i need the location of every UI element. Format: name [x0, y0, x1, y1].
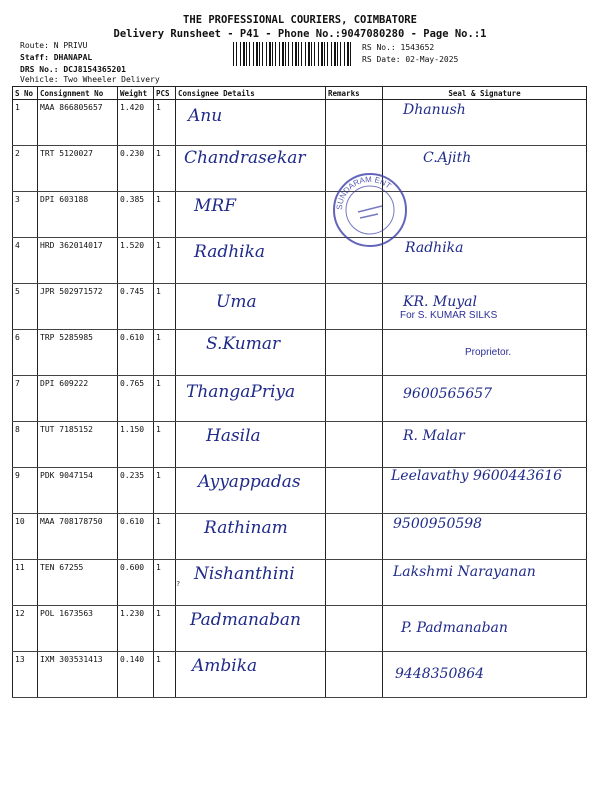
cell-weight: 1.420 [118, 100, 154, 146]
barcode-bar [288, 42, 289, 66]
col-weight: Weight [118, 87, 154, 100]
signature-handwriting: Radhika [405, 240, 464, 256]
cell-consignee [176, 100, 326, 146]
barcode-bar [334, 42, 336, 66]
barcode-bar [327, 42, 328, 66]
cell-consignment: TRP 5285985 [38, 330, 118, 376]
consignee-handwriting: ThangaPriya [186, 382, 296, 402]
cell-consignment: TEN 67255 [38, 560, 118, 606]
cell-pcs: 1 [154, 284, 176, 330]
cell-pcs: 1 [154, 330, 176, 376]
cell-consignment: DPI 609222 [38, 376, 118, 422]
signature-handwriting: KR. Muyal [403, 294, 477, 310]
consignee-handwriting: Padmanaban [190, 610, 301, 630]
cell-pcs: 1 [154, 606, 176, 652]
cell-weight: 0.745 [118, 284, 154, 330]
barcode-bar [262, 42, 263, 66]
signature-handwriting: 9500950598 [393, 516, 483, 532]
consignee-handwriting: Radhika [194, 242, 266, 262]
barcode-bar [350, 42, 351, 66]
vehicle-label: Vehicle: Two Wheeler Delivery [20, 75, 160, 84]
cell-consignment: JPR 502971572 [38, 284, 118, 330]
cell-remarks [326, 606, 383, 652]
cell-signature [383, 514, 587, 560]
barcode-bar [272, 42, 273, 66]
cell-weight: 0.230 [118, 146, 154, 192]
cell-weight: 0.385 [118, 192, 154, 238]
stamp-line1: For S. KUMAR SILKS [400, 310, 498, 321]
cell-pcs: 1 [154, 376, 176, 422]
barcode-bar [337, 42, 338, 66]
cell-consignment: DPI 603188 [38, 192, 118, 238]
cell-sno: 8 [13, 422, 38, 468]
consignee-handwriting: Rathinam [204, 518, 288, 538]
barcode-bar [344, 42, 345, 66]
cell-signature [383, 376, 587, 422]
cell-remarks [326, 514, 383, 560]
cell-consignee [176, 330, 326, 376]
cell-sno: 11 [13, 560, 38, 606]
cell-pcs: 1 [154, 192, 176, 238]
consignee-handwriting: Ambika [192, 656, 258, 676]
barcode-bar [298, 42, 299, 66]
table-row [13, 284, 587, 330]
cell-sno: 7 [13, 376, 38, 422]
barcode-bar [295, 42, 297, 66]
cell-signature [383, 192, 587, 238]
signature-handwriting: Lakshmi Narayanan [393, 564, 536, 580]
cell-signature [383, 560, 587, 606]
table-row [13, 422, 587, 468]
runsheet-subtitle: Delivery Runsheet - P41 - Phone No.:9047080280 - Page No.:1 [113, 28, 487, 40]
cell-consignee [176, 652, 326, 698]
barcode-bar [266, 42, 267, 66]
barcode-bar [340, 42, 341, 66]
cell-consignment: PDK 9047154 [38, 468, 118, 514]
cell-remarks [326, 468, 383, 514]
table-row [13, 100, 587, 146]
cell-consignee [176, 146, 326, 192]
cell-sno: 4 [13, 238, 38, 284]
table-row [13, 514, 587, 560]
cell-pcs: 1 [154, 652, 176, 698]
barcode-bar [324, 42, 325, 66]
cell-remarks [326, 652, 383, 698]
cell-signature [383, 146, 587, 192]
cell-consignee [176, 192, 326, 238]
cell-sno: 2 [13, 146, 38, 192]
table-row [13, 606, 587, 652]
cell-sno: 3 [13, 192, 38, 238]
barcode [233, 42, 353, 66]
drs-label: DRS No.: DCJ8154365201 [20, 65, 126, 74]
cell-sno: 5 [13, 284, 38, 330]
cell-pcs: 1 [154, 514, 176, 560]
barcode-bar [292, 42, 293, 66]
cell-consignee [176, 422, 326, 468]
consignee-handwriting: S.Kumar [206, 334, 281, 354]
barcode-bar [253, 42, 254, 66]
consignee-handwriting: MRF [194, 196, 237, 216]
cell-sno: 10 [13, 514, 38, 560]
cell-pcs: 1 [154, 238, 176, 284]
cell-consignment: IXM 303531413 [38, 652, 118, 698]
seal-text: SUNDARAM ENT [334, 174, 393, 211]
cell-weight: 0.610 [118, 330, 154, 376]
cell-signature [383, 238, 587, 284]
cell-consignee [176, 284, 326, 330]
table-row [13, 238, 587, 284]
consignee-handwriting: Nishanthini [194, 564, 295, 584]
cell-consignment: POL 1673563 [38, 606, 118, 652]
barcode-bar [321, 42, 323, 66]
cell-weight: 1.520 [118, 238, 154, 284]
barcode-bar [240, 42, 241, 66]
table-row [13, 468, 587, 514]
signature-handwriting: Dhanush [403, 102, 466, 118]
cell-sno: 13 [13, 652, 38, 698]
cell-consignee [176, 376, 326, 422]
barcode-bar [282, 42, 284, 66]
col-pcs: PCS [154, 87, 176, 100]
cell-pcs: 1 [154, 560, 176, 606]
barcode-bar [236, 42, 237, 66]
barcode-bar [308, 42, 310, 66]
cell-sno: 9 [13, 468, 38, 514]
cell-pcs: 1 [154, 100, 176, 146]
table-row [13, 560, 587, 606]
cell-consignee [176, 238, 326, 284]
cell-sno: 1 [13, 100, 38, 146]
barcode-bar [285, 42, 286, 66]
cell-remarks [326, 330, 383, 376]
barcode-bar [279, 42, 280, 66]
cell-weight: 1.230 [118, 606, 154, 652]
cell-consignment: MAA 866805657 [38, 100, 118, 146]
cell-sno: 6 [13, 330, 38, 376]
cell-consignment: TUT 7185152 [38, 422, 118, 468]
row12-mark: ? [176, 580, 181, 588]
barcode-bar [269, 42, 271, 66]
barcode-bar [259, 42, 260, 66]
cell-signature [383, 284, 587, 330]
signature-handwriting: P. Padmanaban [401, 620, 508, 636]
cell-consignment: HRD 362014017 [38, 238, 118, 284]
cell-signature [383, 422, 587, 468]
table-row [13, 376, 587, 422]
col-signature: Seal & Signature [383, 87, 587, 100]
barcode-bar [311, 42, 312, 66]
barcode-bar [314, 42, 315, 66]
table-header-row [13, 87, 587, 100]
barcode-bar [243, 42, 245, 66]
cell-weight: 0.140 [118, 652, 154, 698]
route-label: Route: N PRIVU [20, 41, 88, 50]
barcode-bar [347, 42, 349, 66]
cell-consignee [176, 560, 326, 606]
cell-signature [383, 100, 587, 146]
round-seal-stamp [330, 170, 410, 250]
table-row [13, 652, 587, 698]
col-consignment: Consignment No [38, 87, 118, 100]
barcode-bar [331, 42, 332, 66]
cell-consignment: TRT 5120027 [38, 146, 118, 192]
table-row [13, 146, 587, 192]
cell-remarks [326, 422, 383, 468]
cell-pcs: 1 [154, 422, 176, 468]
consignee-handwriting: Hasila [206, 426, 261, 446]
barcode-bar [256, 42, 258, 66]
barcode-bar [249, 42, 250, 66]
cell-pcs: 1 [154, 468, 176, 514]
col-sno: S No [13, 87, 38, 100]
signature-handwriting: 9448350864 [395, 666, 485, 682]
signature-handwriting: Leelavathy 9600443616 [391, 468, 563, 484]
cell-consignment: MAA 708178750 [38, 514, 118, 560]
cell-pcs: 1 [154, 146, 176, 192]
cell-sno: 12 [13, 606, 38, 652]
cell-consignee [176, 514, 326, 560]
signature-handwriting: C.Ajith [423, 150, 472, 166]
signature-handwriting: R. Malar [403, 428, 465, 444]
signature-handwriting: 9600565657 [403, 386, 493, 402]
runsheet-table [12, 86, 587, 698]
cell-remarks [326, 376, 383, 422]
cell-consignee [176, 606, 326, 652]
barcode-bar [246, 42, 247, 66]
cell-signature [383, 606, 587, 652]
staff-label: Staff: DHANAPAL [20, 53, 93, 62]
cell-weight: 0.765 [118, 376, 154, 422]
barcode-bar [233, 42, 234, 66]
barcode-bar [275, 42, 276, 66]
col-consignee: Consignee Details [176, 87, 326, 100]
rs-date: RS Date: 02-May-2025 [362, 55, 459, 64]
cell-weight: 0.235 [118, 468, 154, 514]
consignee-handwriting: Ayyappadas [198, 472, 301, 492]
barcode-bar [301, 42, 302, 66]
cell-signature [383, 468, 587, 514]
cell-remarks [326, 284, 383, 330]
cell-weight: 0.610 [118, 514, 154, 560]
consignee-handwriting: Anu [188, 106, 223, 126]
stamp-line2: Proprietor. [465, 347, 512, 358]
consignee-handwriting: Chandrasekar [184, 148, 306, 168]
table-row [13, 192, 587, 238]
cell-weight: 0.600 [118, 560, 154, 606]
company-title: THE PROFESSIONAL COURIERS, COIMBATORE [183, 14, 417, 26]
barcode-bar [318, 42, 319, 66]
cell-remarks [326, 100, 383, 146]
svg-text:SUNDARAM ENT [335, 175, 393, 210]
cell-remarks [326, 560, 383, 606]
col-remarks: Remarks [326, 87, 383, 100]
consignee-handwriting: Uma [216, 292, 257, 312]
rs-number: RS No.: 1543652 [362, 43, 435, 52]
cell-consignee [176, 468, 326, 514]
barcode-bar [305, 42, 306, 66]
cell-weight: 1.150 [118, 422, 154, 468]
cell-signature [383, 652, 587, 698]
